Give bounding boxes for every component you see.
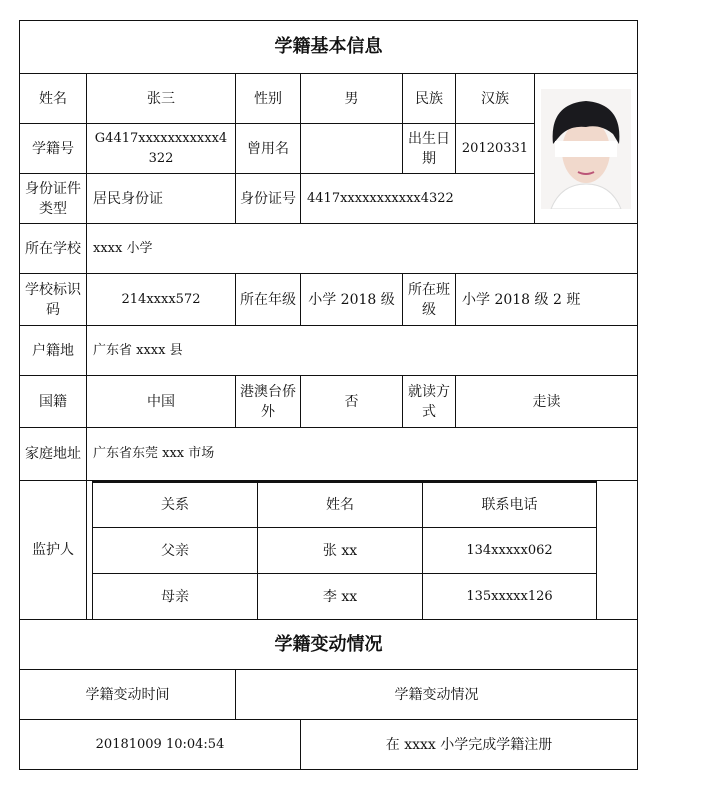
ethnicity-value: 汉族 [455,73,535,124]
ethnicity-label: 民族 [402,73,456,124]
form-title: 学籍基本信息 [19,20,638,74]
student-id-value: G4417xxxxxxxxxxx4322 [86,123,236,174]
class-label: 所在班级 [402,273,456,326]
id-no-label: 身份证号 [235,173,301,224]
student-id-label: 学籍号 [19,123,87,174]
overseas-value: 否 [300,375,403,428]
guardian-phone: 135xxxxx126 [422,573,597,620]
class-value: 小学 2018 级 2 班 [455,273,638,326]
changes-header-detail: 学籍变动情况 [235,669,638,720]
change-detail: 在 xxxx 小学完成学籍注册 [300,719,638,770]
household-label: 户籍地 [19,325,87,376]
guardian-header-relation: 关系 [92,481,258,528]
household-value: 广东省 xxxx 县 [86,325,638,376]
address-value: 广东省东莞 xxx 市场 [86,427,638,481]
guardian-relation: 母亲 [92,573,258,620]
nationality-label: 国籍 [19,375,87,428]
study-mode-value: 走读 [455,375,638,428]
id-type-value: 居民身份证 [86,173,236,224]
name-label: 姓名 [19,73,87,124]
guardian-name: 李 xx [257,573,423,620]
guardian-phone: 134xxxxx062 [422,527,597,574]
grade-label: 所在年级 [235,273,301,326]
school-value: xxxx 小学 [86,223,638,274]
guardian-relation: 父亲 [92,527,258,574]
photo-portrait-icon [541,89,631,209]
overseas-label: 港澳台侨外 [235,375,301,428]
gender-label: 性别 [235,73,301,124]
changes-title: 学籍变动情况 [19,619,638,670]
former-name-label: 曾用名 [235,123,301,174]
student-photo [534,73,638,224]
changes-header-time: 学籍变动时间 [19,669,236,720]
birth-value: 20120331 [455,123,535,174]
guardian-header-phone: 联系电话 [422,481,597,528]
school-code-label: 学校标识码 [19,273,87,326]
id-no-value: 4417xxxxxxxxxxx4322 [300,173,535,224]
birth-label: 出生日期 [402,123,456,174]
guardian-name: 张 xx [257,527,423,574]
guardian-header-name: 姓名 [257,481,423,528]
id-type-label: 身份证件类型 [19,173,87,224]
school-label: 所在学校 [19,223,87,274]
study-mode-label: 就读方式 [402,375,456,428]
address-label: 家庭地址 [19,427,87,481]
change-time: 20181009 10:04:54 [19,719,301,770]
grade-value: 小学 2018 级 [300,273,403,326]
guardian-label: 监护人 [19,480,87,620]
gender-value: 男 [300,73,403,124]
school-code-value: 214xxxx572 [86,273,236,326]
name-value: 张三 [86,73,236,124]
nationality-value: 中国 [86,375,236,428]
former-name-value [300,123,403,174]
